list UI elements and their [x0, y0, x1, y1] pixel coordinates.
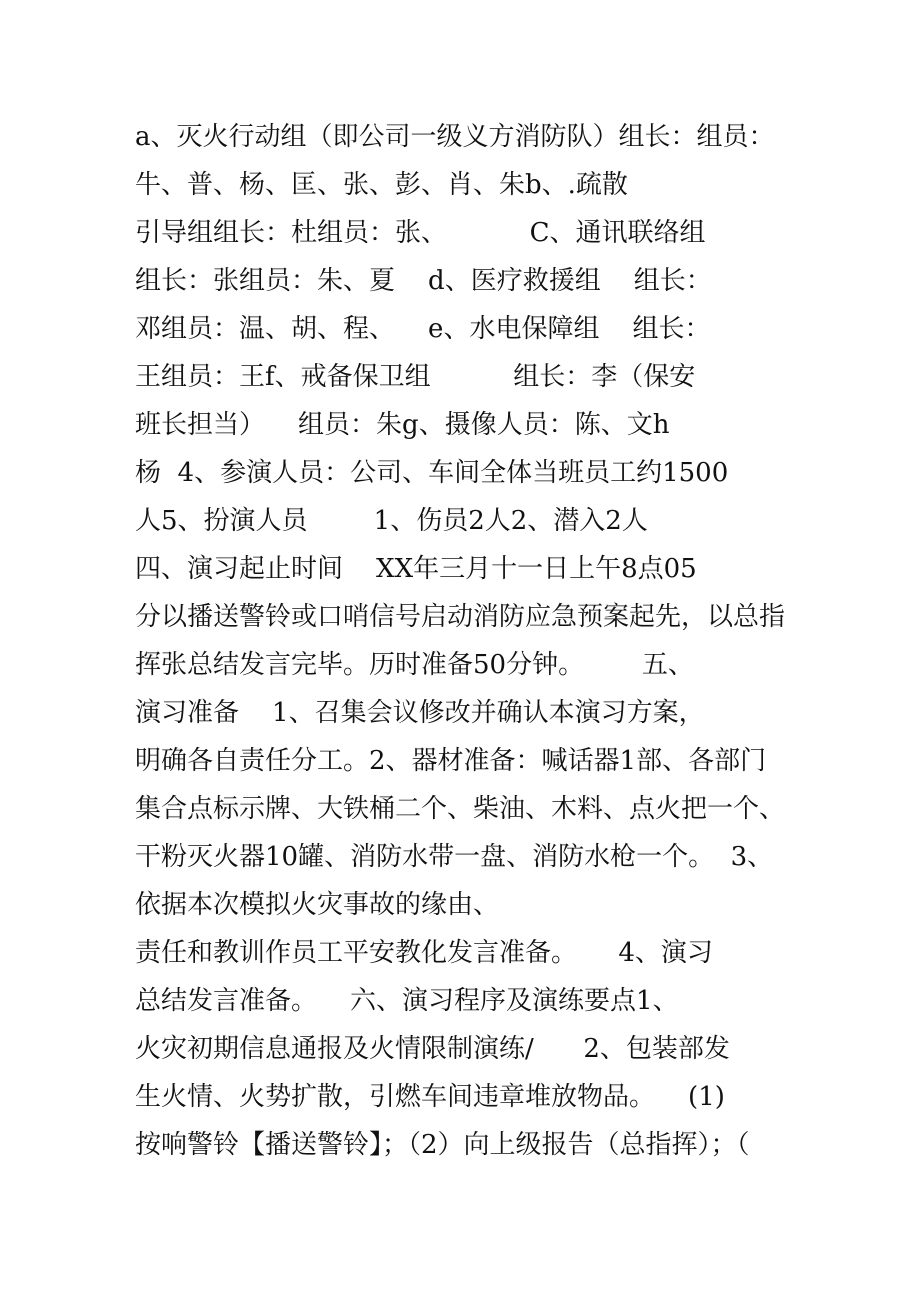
text-line-19: 总结发言准备。 六、演习程序及演练要点1、 — [135, 986, 679, 1016]
text-line-20: 火灾初期信息通报及火情限制演练/ 2、包装部发 — [135, 1034, 730, 1064]
text-line-22: 按响警铃【播送警铃】；（2）向上级报告（总指挥）；（ — [135, 1130, 750, 1160]
text-line-7: 班长担当） 组员：朱g、摄像人员：陈、文h — [135, 410, 670, 440]
text-line-9: 人5、扮演人员 1、伤员2人2、潜入2人 — [135, 506, 648, 536]
text-line-15: 集合点标示牌、大铁桶二个、柴油、木料、点火把一个、 — [135, 794, 786, 824]
text-line-18: 责任和教训作员工平安教化发言准备。 4、演习 — [135, 938, 713, 968]
text-line-12: 挥张总结发言完毕。历时准备50分钟。 五、 — [135, 650, 694, 680]
text-line-21: 生火情、火势扩散，引燃车间违章堆放物品。 (1) — [135, 1082, 725, 1112]
text-line-16: 干粉灭火器10罐、消防水带一盘、消防水枪一个。 3、 — [135, 842, 774, 872]
text-line-6: 王组员：王f、戒备保卫组 组长：李（保安 — [135, 362, 696, 392]
text-line-8: 杨 4、参演人员：公司、车间全体当班员工约1500 — [135, 458, 729, 488]
text-line-13: 演习准备 1、召集会议修改并确认本演习方案， — [135, 698, 705, 728]
text-line-10: 四、演习起止时间 XX年三月十一日上午8点05 — [135, 554, 697, 584]
text-line-4: 组长：张组员：朱、夏 d、医疗救援组 组长： — [135, 266, 712, 296]
text-line-11: 分以播送警铃或口哨信号启动消防应急预案起先，以总指 — [135, 602, 786, 632]
text-line-17: 依据本次模拟火灾事故的缘由、 — [135, 890, 500, 920]
text-line-1: a、灭火行动组（即公司一级义方消防队）组长：组员： — [135, 122, 775, 152]
text-line-3: 引导组组长：杜组员：张、 C、通讯联络组 — [135, 218, 706, 248]
text-line-14: 明确各自责任分工。2、器材准备：喊话器1部、各部门 — [135, 746, 767, 776]
text-line-5: 邓组员：温、胡、程、 e、水电保障组 组长： — [135, 314, 711, 344]
text-line-2: 牛、普、杨、匡、张、彭、肖、朱b、.疏散 — [135, 170, 628, 200]
